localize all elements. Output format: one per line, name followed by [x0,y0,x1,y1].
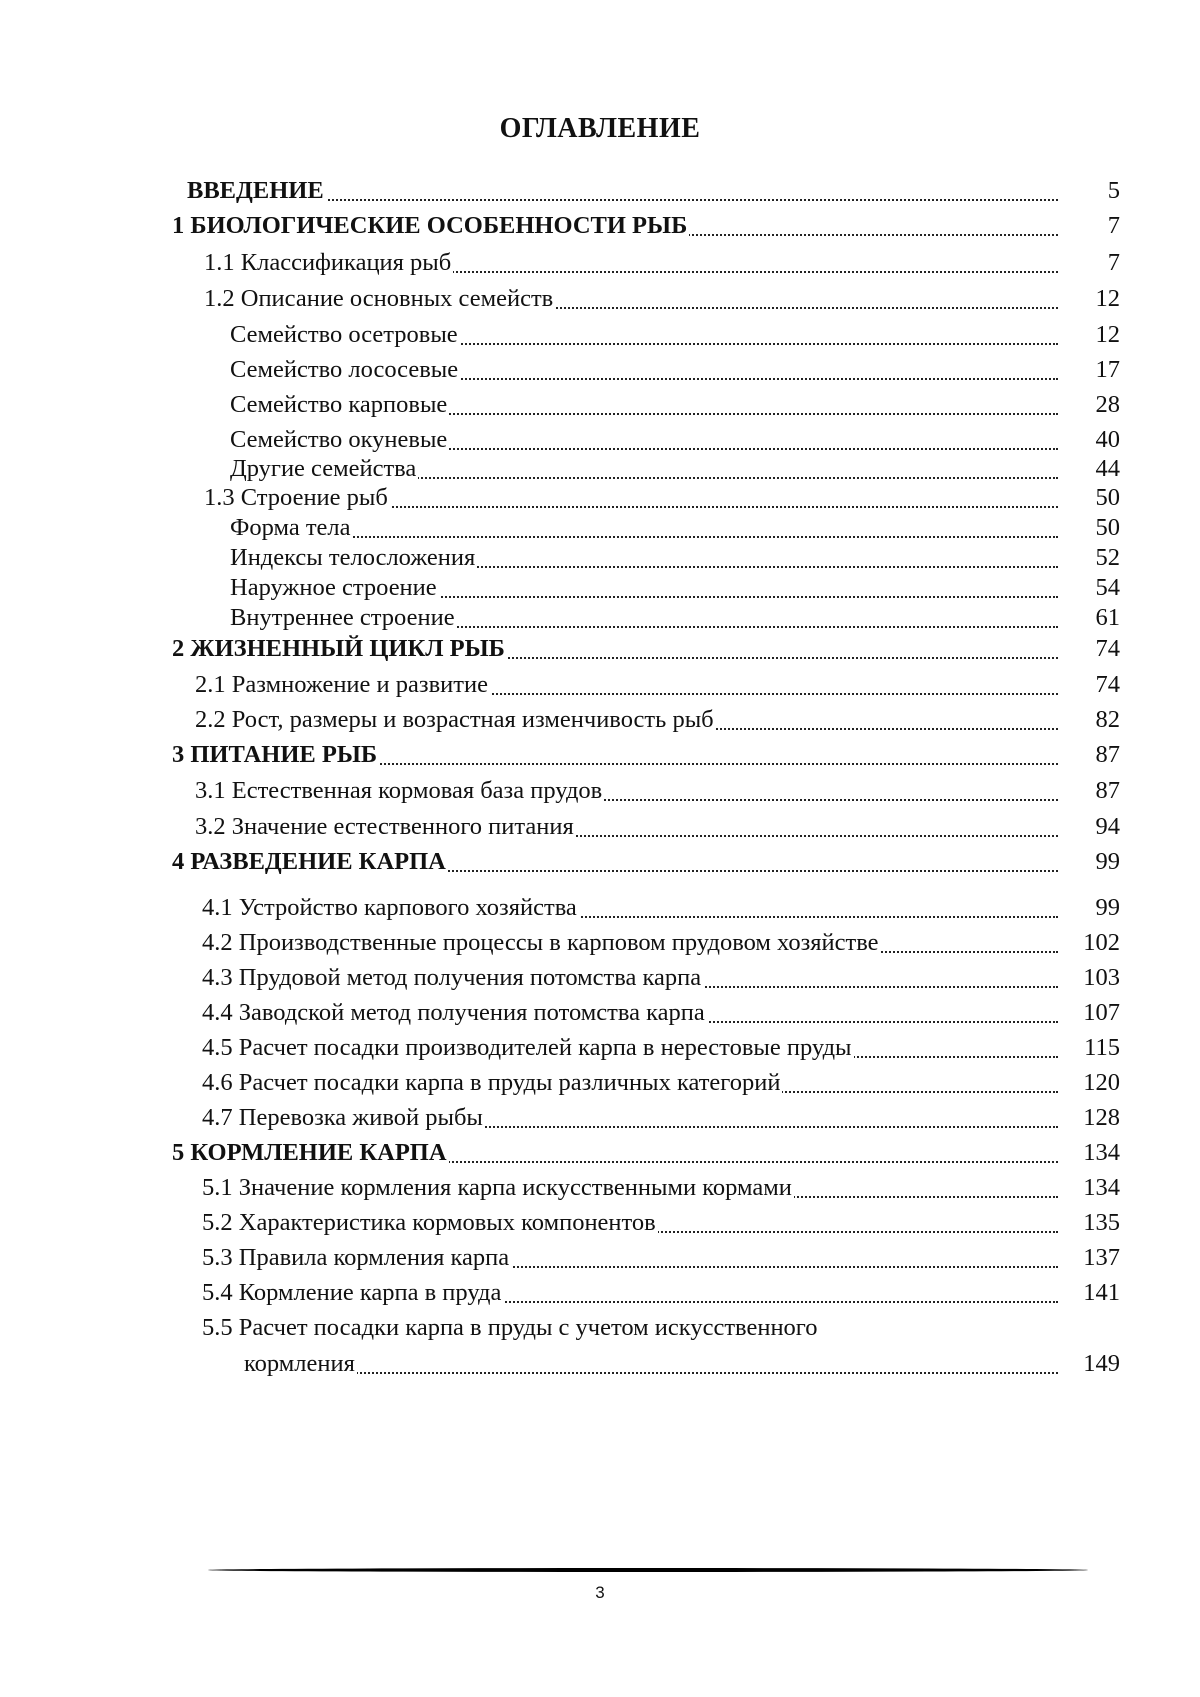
toc-entry-label: 5 КОРМЛЕНИЕ КАРПА [172,1139,447,1166]
toc-entry-page: 134 [1083,1139,1120,1166]
toc-entry-label: 2.1 Размножение и развитие [195,671,488,698]
toc-entry [172,632,1120,666]
toc-entry-page: 120 [1083,1069,1120,1096]
toc-entry-label: 4.4 Заводской метод получения потомства карпа [202,999,705,1026]
toc-entry [204,481,1120,515]
toc-entry-label: 5.2 Характеристика кормовых компонентов [202,1209,656,1236]
toc-entry-page: 87 [1095,741,1120,768]
toc-entry-label: Индексы телосложения [230,544,476,571]
toc-entry-label: 3 ПИТАНИЕ РЫБ [172,741,378,768]
toc-entry [195,668,1120,702]
toc-entry-page: 7 [1107,212,1120,239]
toc-entry-page: 17 [1095,356,1120,383]
toc-entry [202,961,1120,995]
toc-entry-page: 12 [1095,321,1120,348]
toc-entry-label: ВВЕДЕНИЕ [187,177,324,204]
toc-entry [230,541,1120,575]
toc-entry-page: 149 [1083,1350,1120,1377]
toc-entry-label: 5.4 Кормление карпа в пруда [202,1279,502,1306]
toc-entry [172,1136,1120,1170]
toc-entry-page: 135 [1083,1209,1120,1236]
toc-entry-page: 74 [1095,635,1120,662]
toc-entry [202,926,1120,960]
toc-entry-label: 3.1 Естественная кормовая база прудов [195,777,603,804]
toc-entry-page: 99 [1095,848,1120,875]
toc-entry [172,209,1120,243]
toc-entry-label: 4.3 Прудовой метод получения потомства карпа [202,964,702,991]
toc-entry [230,388,1120,422]
toc-entry-label: 2 ЖИЗНЕННЫЙ ЦИКЛ РЫБ [172,635,505,662]
toc-entry [172,845,1120,879]
toc-entry [172,738,1120,772]
toc-entry-page: 107 [1083,999,1120,1026]
toc-entry [195,703,1120,737]
toc-entry [202,996,1120,1030]
toc-entry-page: 137 [1083,1244,1120,1271]
toc-entry-page: 5 [1107,177,1120,204]
toc-entry [202,891,1120,925]
toc-entry-page: 99 [1095,894,1120,921]
toc-entry-label: 4.5 Расчет посадки производителей карпа в нерестовые пруды [202,1034,852,1061]
toc-entry [202,1311,1120,1345]
toc-entry-page: 54 [1095,574,1120,601]
toc-entry-label: 3.2 Значение естественного питания [195,813,574,840]
toc-entry-page: 141 [1083,1279,1120,1306]
toc-entry-label: 5.5 Расчет посадки карпа в пруды с учетом искусственного [202,1314,818,1341]
toc-entry [230,318,1120,352]
toc-entry-label: Внутреннее строение [230,604,455,631]
toc-entry [204,246,1120,280]
toc-entry-page: 40 [1095,426,1120,453]
dot-leader [244,1372,1058,1374]
toc-entry-label: 1.3 Строение рыб [204,484,388,511]
toc-entry-label: Семейство лососевые [230,356,459,383]
toc-entry [187,174,1120,208]
toc-entry [202,1066,1120,1100]
toc-entry-label: 4.1 Устройство карпового хозяйства [202,894,577,921]
toc-entry-page: 134 [1083,1174,1120,1201]
toc-entry-page: 52 [1095,544,1120,571]
toc-entry-label: кормления [244,1350,355,1377]
toc-entry [202,1241,1120,1275]
toc-entry-page: 87 [1095,777,1120,804]
toc-entry-page: 12 [1095,285,1120,312]
toc-entry-page: 28 [1095,391,1120,418]
toc-entry [230,511,1120,545]
toc-entry-label: 5.1 Значение кормления карпа искусственными кормами [202,1174,792,1201]
toc-entry-label: 2.2 Рост, размеры и возрастная изменчивость рыб [195,706,714,733]
page-number: 3 [595,1583,605,1602]
toc-entry [230,571,1120,605]
toc-entry [195,810,1120,844]
page-title: ОГЛАВЛЕНИЕ [499,113,701,144]
toc-entry-label: Семейство осетровые [230,321,458,348]
toc-entry-page: 50 [1095,484,1120,511]
footer-rule [208,1568,1088,1572]
toc-entry [230,601,1120,635]
toc-entry-label: Наружное строение [230,574,437,601]
toc-entry-page: 50 [1095,514,1120,541]
toc-entry [204,282,1120,316]
toc-entry-page: 103 [1083,964,1120,991]
toc-entry-page: 61 [1095,604,1120,631]
toc-entry-label: 1.2 Описание основных семейств [204,285,554,312]
toc-entry-label: Форма тела [230,514,351,541]
toc-entry-label: Семейство карповые [230,391,448,418]
toc-entry-label: 4.2 Производственные процессы в карповом прудовом хозяйстве [202,929,879,956]
toc-entry [230,353,1120,387]
toc-entry [202,1101,1120,1135]
toc-entry-page: 94 [1095,813,1120,840]
toc-entry-page: 74 [1095,671,1120,698]
toc-entry-label: Другие семейства [230,455,417,482]
toc-entry [202,1171,1120,1205]
toc-entry [202,1206,1120,1240]
toc-entry-label: 4.7 Перевозка живой рыбы [202,1104,483,1131]
toc-entry-label: 4.6 Расчет посадки карпа в пруды различных категорий [202,1069,781,1096]
toc-entry-label: 5.3 Правила кормления карпа [202,1244,510,1271]
toc-entry-page: 102 [1083,929,1120,956]
toc-entry [195,774,1120,808]
dot-leader [230,536,1058,538]
toc-entry-label: 1.1 Классификация рыб [204,249,452,276]
toc-entry [202,1276,1120,1310]
toc-entry-page: 82 [1095,706,1120,733]
toc-entry-page: 128 [1083,1104,1120,1131]
toc-entry [244,1347,1120,1381]
toc-entry-page: 44 [1095,455,1120,482]
toc-entry-label: 1 БИОЛОГИЧЕСКИЕ ОСОБЕННОСТИ РЫБ [172,212,688,239]
toc-entry-label: 4 РАЗВЕДЕНИЕ КАРПА [172,848,446,875]
toc-entry-label: Семейство окуневые [230,426,448,453]
toc-entry-page: 7 [1107,249,1120,276]
toc-entry-page: 115 [1084,1034,1120,1061]
toc-entry [202,1031,1120,1065]
